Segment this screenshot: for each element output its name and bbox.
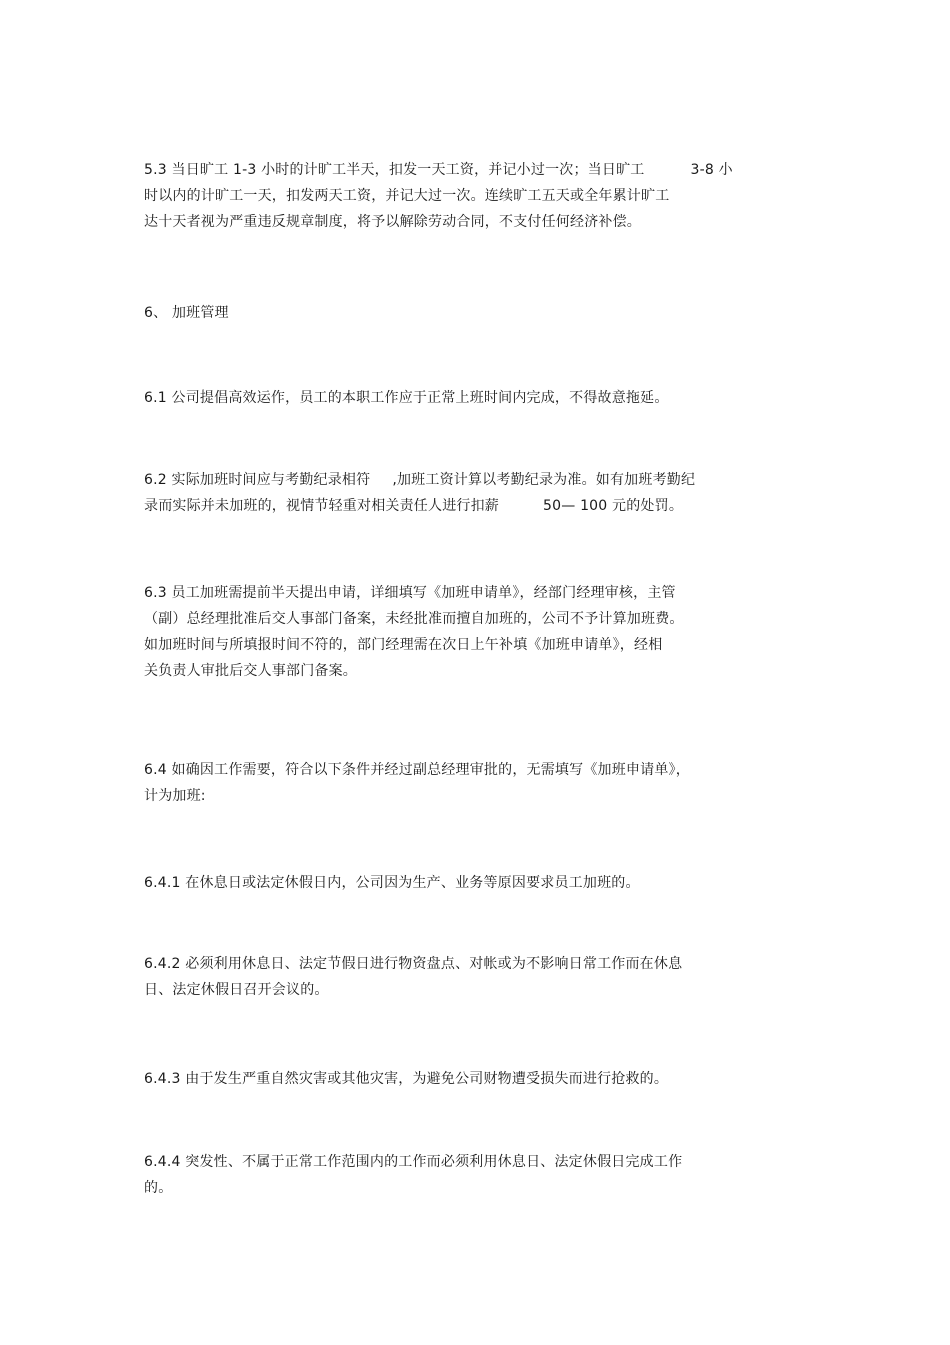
text-line: 6.4.2 必须利用休息日、法定节假日进行物资盘点、对帐或为不影响日常工作而在休息 [144, 956, 683, 972]
paragraph-6-4-3 [144, 1066, 804, 1092]
paragraph-6-2 [144, 467, 804, 519]
paragraph-6-4 [144, 757, 804, 809]
text-line: 如加班时间与所填报时间不符的，部门经理需在次日上午补填《加班申请单》，经相 [144, 637, 663, 653]
text-line: 6.4.1 在休息日或法定休假日内，公司因为生产、业务等原因要求员工加班的。 [144, 875, 640, 891]
text-line [144, 157, 804, 183]
text-run: 3-8 小 [690, 162, 733, 178]
text-run: 50— 100 元的处罚。 [543, 498, 684, 514]
text-run: 录而实际并未加班的，视情节轻重对相关责任人进行扣薪 [144, 498, 499, 514]
text-line: （副）总经理批准后交人事部门备案，未经批准而擅自加班的，公司不予计算加班费。 [144, 611, 684, 627]
text-line: 达十天者视为严重违反规章制度，将予以解除劳动合同，不支付任何经济补偿。 [144, 214, 641, 230]
section-heading-6 [144, 300, 804, 326]
text-line: 的。 [144, 1180, 173, 1196]
paragraph-6-3 [144, 580, 804, 684]
paragraph-6-1 [144, 385, 804, 411]
paragraph-6-4-1 [144, 870, 804, 896]
section-title: 6、 加班管理 [144, 305, 229, 321]
text-line: 6.4 如确因工作需要，符合以下条件并经过副总经理审批的，无需填写《加班申请单》， [144, 762, 690, 778]
text-line: 6.3 员工加班需提前半天提出申请，详细填写《加班申请单》，经部门经理审核，主管 [144, 585, 676, 601]
text-line: 6.1 公司提倡高效运作，员工的本职工作应于正常上班时间内完成，不得故意拖延。 [144, 390, 669, 406]
text-run: ,加班工资计算以考勤纪录为准。如有加班考勤纪 [392, 472, 696, 488]
paragraph-6-4-2 [144, 951, 804, 1003]
text-line: 时以内的计旷工一天，扣发两天工资，并记大过一次。连续旷工五天或全年累计旷工 [144, 188, 670, 204]
text-line [144, 467, 804, 493]
paragraph-5-3 [144, 157, 804, 235]
text-line: 日、法定休假日召开会议的。 [144, 982, 329, 998]
text-run: 5.3 当日旷工 1-3 小时的计旷工半天，扣发一天工资，并记小过一次；当日旷工 [144, 162, 645, 178]
paragraph-6-4-4 [144, 1149, 804, 1201]
text-line: 6.4.4 突发性、不属于正常工作范围内的工作而必须利用休息日、法定休假日完成工作 [144, 1154, 683, 1170]
text-line: 6.4.3 由于发生严重自然灾害或其他灾害，为避免公司财物遭受损失而进行抢救的。 [144, 1071, 669, 1087]
text-run: 6.2 实际加班时间应与考勤纪录相符 [144, 472, 371, 488]
text-line [144, 493, 804, 519]
text-line: 关负责人审批后交人事部门备案。 [144, 663, 357, 679]
text-line: 计为加班: [144, 788, 206, 804]
